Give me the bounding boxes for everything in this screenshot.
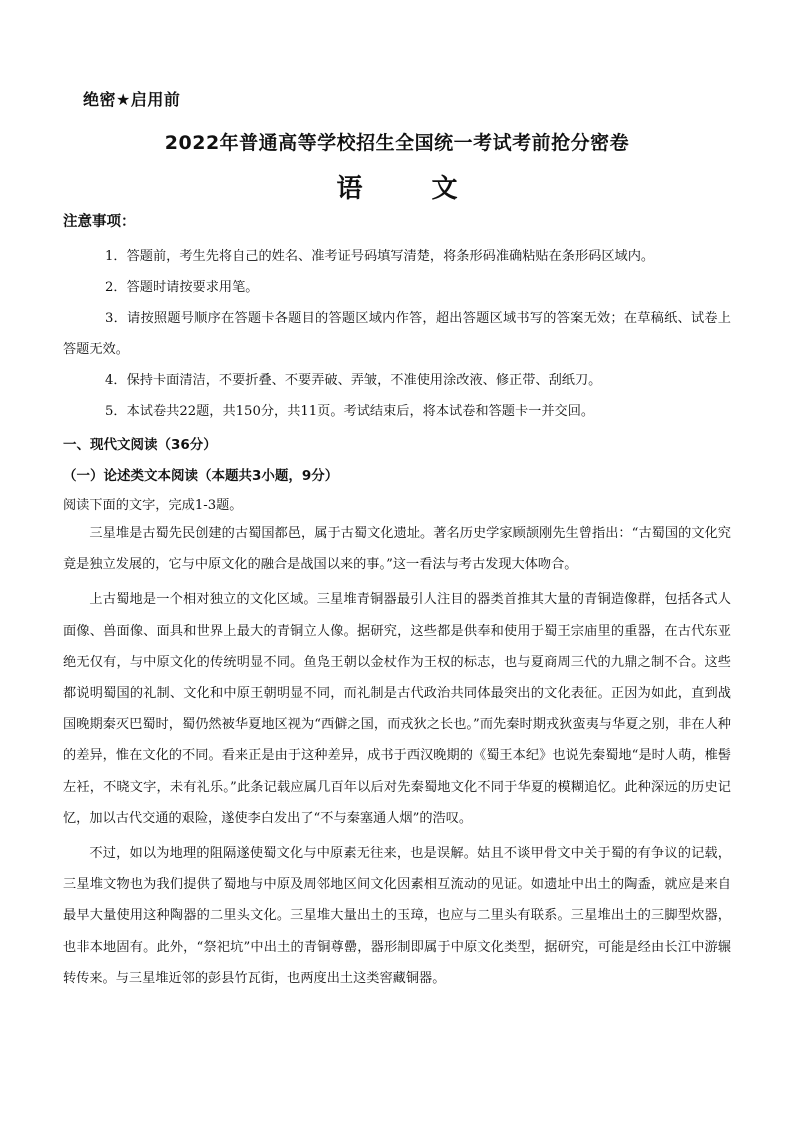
reading-instruction: 阅读下面的文字，完成1-3题。 [63, 498, 243, 513]
passage-paragraph: 不过，如以为地理的阻隔遂使蜀文化与中原素无往来，也是误解。姑且不谈甲骨文中关于蜀的有争议的记载，三星堆文物也为我们提供了蜀地与中原及周邻地区间文化因素相互流动的见证。如遗址中出土的陶盉，就应是来自最早大量使用这种陶器的二里头文化。三星堆大量出土的玉璋，也应与二里头有联系。三星堆出土的三脚型炊器，也非本地固有。此外，“祭祀坑”中出土的青铜尊罍，器形制即属于中原文化类型，据研究，可能是经由长江中游辗转传来。与三星堆近邻的彭县竹瓦街，也两度出土这类窖藏铜器。 [63, 846, 731, 986]
notice-item: 4．保持卡面清洁，不要折叠、不要弄破、弄皱，不准使用涂改液、修正带、刮纸刀。 [105, 373, 602, 388]
reading-passage [63, 518, 731, 994]
notice-item: 5．本试卷共22题，共150分，共11页。考试结束后，将本试卷和答题卡一并交回。 [105, 404, 595, 419]
exam-title: 2022年普通高等学校招生全国统一考试考前抢分密卷 [164, 132, 630, 154]
section-heading: 一、现代文阅读（36分） [63, 437, 217, 453]
notice-list [63, 241, 731, 427]
notice-heading: 注意事项： [63, 214, 136, 230]
notice-item: 3．请按照题号顺序在答题卡各题目的答题区域内作答，超出答题区域书写的答案无效；在草稿纸、试卷上答题无效。 [63, 311, 731, 357]
passage-paragraph: 上古蜀地是一个相对独立的文化区域。三星堆青铜器最引人注目的器类首推其大量的青铜造像群，包括各式人面像、兽面像、面具和世界上最大的青铜立人像。据研究，这些都是供奉和使用于蜀王宗庙里的重器，在古代东亚绝无仅有，与中原文化的传统明显不同。鱼凫王朝以金杖作为王权的标志，也与夏商周三代的九鼎之制不合。这些都说明蜀国的礼制、文化和中原王朝明显不同，而礼制是古代政治共同体最突出的文化表征。正因为如此，直到战国晚期秦灭巴蜀时，蜀仍然被华夏地区视为“西僻之国，而戎狄之长也。”而先秦时期戎狄蛮夷与华夏之别，非在人种的差异，惟在文化的不同。看来正是由于这种差异，成书于西汉晚期的《蜀王本纪》也说先秦蜀地“是时人萌，椎髻左衽，不晓文字，未有礼乐。”此条记载应属几百年以后对先秦蜀地文化不同于华夏的模糊追忆。此种深远的历史记忆，加以古代交通的艰险，遂使李白发出了“不与秦塞通人烟”的浩叹。 [63, 592, 731, 826]
subsection-heading: （一）论述类文本阅读（本题共3小题，9分） [63, 468, 339, 484]
passage-paragraph: 三星堆是古蜀先民创建的古蜀国都邑，属于古蜀文化遗址。著名历史学家顾颉刚先生曾指出：“古蜀国的文化究竟是独立发展的，它与中原文化的融合是战国以来的事。”这一看法与考古发现大体吻合。 [63, 526, 731, 573]
subject-title: 语 文 [336, 174, 488, 204]
notice-item: 1．答题前，考生先将自己的姓名、准考证号码填写清楚，将条形码准确粘贴在条形码区域内。 [105, 249, 655, 264]
notice-item: 2．答题时请按要求用笔。 [105, 280, 259, 295]
classification-label: 绝密★启用前 [83, 90, 181, 109]
